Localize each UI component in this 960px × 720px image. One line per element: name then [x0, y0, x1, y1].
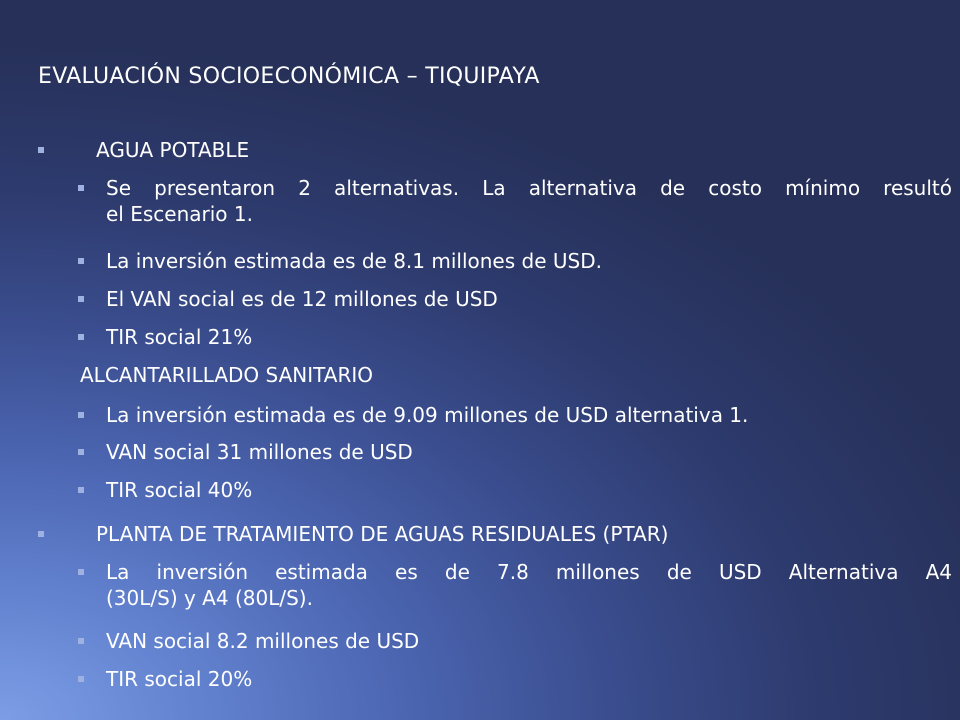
bullet-icon: [78, 334, 84, 340]
bullet-icon: [78, 569, 84, 575]
list-item-text: El VAN social es de 12 millones de USD: [106, 287, 498, 311]
slide-title: EVALUACIÓN SOCIOECONÓMICA – TIQUIPAYA: [38, 64, 540, 89]
section-heading-agua-potable: [96, 137, 249, 163]
list-item: [106, 666, 252, 692]
list-item-text: TIR social 20%: [106, 667, 253, 691]
bullet-icon: [38, 147, 44, 153]
list-item-text: VAN social 8.2 millones de USD: [106, 629, 420, 653]
list-item-text: TIR social 21%: [106, 325, 253, 349]
bullet-icon: [78, 676, 84, 682]
bullet-icon: [78, 296, 84, 302]
list-item: [106, 628, 419, 654]
section-heading-text: AGUA POTABLE: [96, 138, 250, 162]
section-heading-ptar: [96, 521, 668, 547]
list-item: [106, 286, 498, 312]
list-item-text: VAN social 31 millones de USD: [106, 440, 413, 464]
bullet-icon: [78, 487, 84, 493]
bullet-icon: [78, 638, 84, 644]
list-item: [106, 324, 252, 350]
bullet-icon: [78, 258, 84, 264]
list-item: [106, 175, 952, 227]
list-item: [106, 439, 413, 465]
list-item: [106, 248, 602, 274]
list-item: [106, 477, 252, 503]
section-heading-text: ALCANTARILLADO SANITARIO: [80, 363, 373, 387]
section-heading-text: PLANTA DE TRATAMIENTO DE AGUAS RESIDUALES (PTAR): [96, 522, 669, 546]
list-item-text-line1: La inversión estimada es de 7.8 millones de USD Alternativa A4: [106, 560, 952, 584]
list-item-text-line2: (30L/S) y A4 (80L/S).: [106, 586, 313, 610]
list-item-text: TIR social 40%: [106, 478, 253, 502]
list-item-text: La inversión estimada es de 9.09 millones de USD alternativa 1.: [106, 403, 749, 427]
bullet-icon: [78, 185, 84, 191]
section-heading-alcantarillado: [80, 362, 373, 388]
list-item-text-line1: Se presentaron 2 alternativas. La alternativa de costo mínimo resultó: [106, 176, 952, 200]
bullet-icon: [78, 412, 84, 418]
list-item: [106, 559, 952, 611]
list-item-text: La inversión estimada es de 8.1 millones de USD.: [106, 249, 602, 273]
bullet-icon: [38, 531, 44, 537]
list-item: [106, 402, 748, 428]
bullet-icon: [78, 449, 84, 455]
list-item-text-line2: el Escenario 1.: [106, 202, 253, 226]
